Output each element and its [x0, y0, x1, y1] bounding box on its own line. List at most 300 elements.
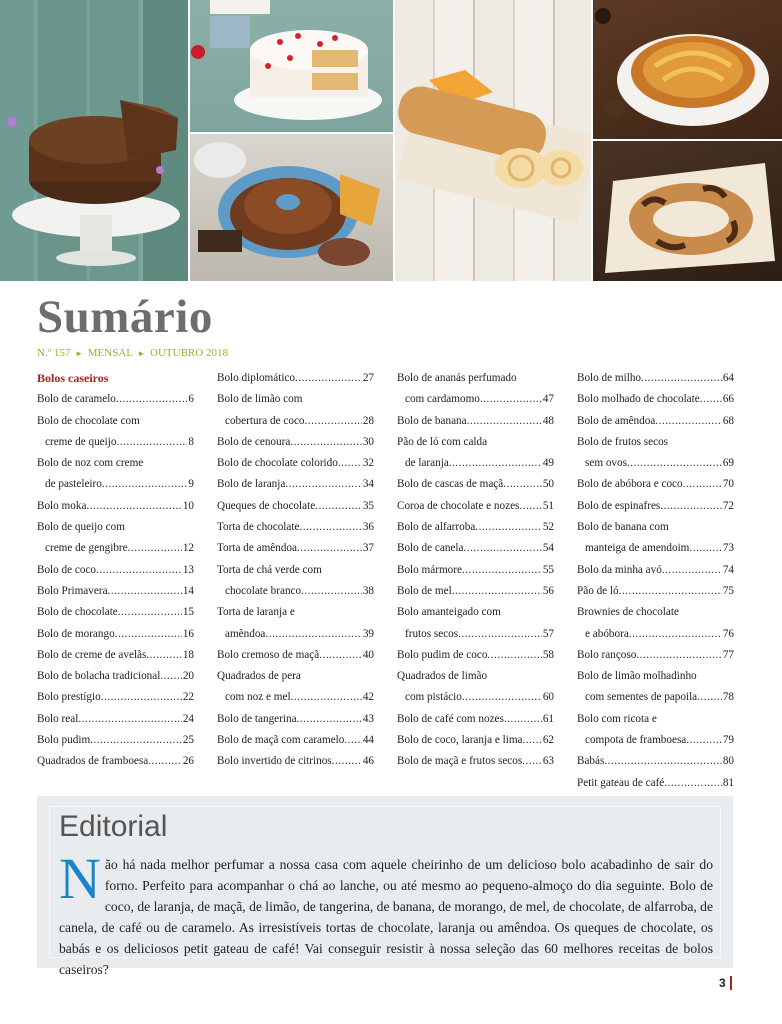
toc-entry-line [577, 432, 734, 453]
toc-entry[interactable] [397, 517, 554, 538]
toc-page-number: 35 [362, 499, 374, 512]
toc-page-number: 34 [362, 478, 374, 491]
toc-page-number: 57 [542, 627, 554, 640]
toc-entry-title: Bolo de maçã e frutos secos [397, 755, 523, 768]
toc-entry[interactable] [37, 560, 194, 581]
swiss-roll-photo [395, 0, 591, 281]
dot-leader [683, 474, 722, 495]
dot-leader [338, 453, 362, 474]
dot-leader [295, 368, 362, 389]
dot-leader [291, 687, 362, 708]
toc-entry-line [37, 560, 194, 581]
toc-entry-title: Bolo de queijo com [37, 521, 125, 534]
toc-entry-title: creme de gengibre [45, 542, 128, 555]
toc-page-number: 38 [362, 584, 374, 597]
dot-leader [629, 624, 722, 645]
toc-entry-line [397, 411, 554, 432]
toc-entry-title: Bolo de bolacha tradicional [37, 670, 161, 683]
toc-entry-line [397, 453, 554, 474]
toc-entry-line [37, 602, 194, 623]
toc-entry[interactable] [217, 645, 374, 666]
toc-entry-title: Bolo de cascas de maçã [397, 478, 504, 491]
toc-page-number: 50 [542, 478, 554, 491]
toc-page-number: 61 [542, 712, 554, 725]
toc-entry-line [577, 666, 734, 687]
toc-entry[interactable] [397, 560, 554, 581]
toc-entry-title: Bolo de ananás perfumado [397, 372, 517, 384]
toc-entry-title: de laranja [405, 457, 449, 470]
toc-entry-title: Bolo de mel [397, 584, 452, 597]
toc-entry-title: Bolo de abóbora e coco [577, 478, 683, 491]
toc-entry[interactable] [37, 645, 194, 666]
triangle-bullet-icon: ► [75, 349, 84, 358]
toc-entry[interactable] [37, 666, 194, 687]
toc-entry-title: sem ovos [585, 457, 627, 470]
toc-entry-title: Bolo de coco [37, 563, 97, 576]
toc-page-number: 26 [182, 755, 194, 768]
toc-entry[interactable] [217, 560, 374, 603]
dot-leader [305, 411, 362, 432]
toc-entry-line [577, 496, 734, 517]
toc-page-number: 18 [182, 648, 194, 661]
toc-entry-title: manteiga de amendoim [585, 542, 690, 555]
toc-entry[interactable] [37, 517, 194, 560]
toc-entry-title: Bolo de café com nozes [397, 712, 504, 725]
toc-entry[interactable] [577, 560, 734, 581]
toc-entry[interactable] [37, 496, 194, 517]
toc-page-number: 58 [542, 648, 554, 661]
toc-entry-line [37, 432, 194, 453]
toc-page-number: 48 [542, 414, 554, 427]
dot-leader [467, 411, 542, 432]
toc-page-number: 37 [362, 542, 374, 555]
toc-entry-title: cobertura de coco [225, 414, 305, 427]
toc-entry-title: Bolo de tangerina [217, 712, 297, 725]
toc-entry[interactable] [577, 709, 734, 752]
toc-entry-title: com pistácio [405, 691, 462, 704]
toc-entry[interactable] [397, 730, 554, 751]
toc-entry-line [397, 368, 554, 389]
toc-entry-line [217, 645, 374, 666]
toc-entry-title: Bolo de alfarroba [397, 521, 476, 534]
dot-leader [462, 560, 542, 581]
toc-entry[interactable] [577, 411, 734, 432]
dot-leader [265, 624, 361, 645]
dot-leader [462, 687, 542, 708]
toc-entry-line [577, 368, 734, 389]
editorial-body: ão há nada melhor perfumar a nossa casa com aquele cheirinho de um delicioso bolo acabadinho de sair do forno. Perfeito para acompanhar o chá ao lanche, ou até mesmo ao pequeno-almoço do dia seguinte. Bolo de coco, de laranja, de maçã, de limão, de tangerina, de banana, de morango, de mel, de chocolate, de alfarroba, de canela, de café ou de caramelo. As irresistíveis tortas de chocolate, laranja ou amêndoa. Os queques de chocolate, os babás e os deliciosos petit gateau de café! Vai conseguir resistir à nossa seleção das 60 melhores receitas de bolos caseiros? [59, 857, 713, 977]
toc-entry-title: e abóbora [585, 627, 629, 640]
toc-entry-line [577, 687, 734, 708]
toc-entry-title: Bolo molhado de chocolate [577, 393, 700, 406]
photo-collage [0, 0, 782, 281]
toc-page-number: 10 [182, 499, 194, 512]
toc-entry-title: Bolo moka [37, 499, 87, 512]
toc-entry-line [397, 687, 554, 708]
dot-leader [148, 751, 182, 772]
toc-page-number: 60 [542, 691, 554, 704]
toc-entry-line [397, 602, 554, 623]
toc-entry[interactable] [397, 709, 554, 730]
toc-entry-title: Bolo de banana com [577, 521, 669, 534]
toc-entry-line [577, 538, 734, 559]
toc-entry-line [397, 581, 554, 602]
toc-entry[interactable] [397, 368, 554, 411]
toc-entry-title: Torta de laranja e [217, 606, 295, 619]
issue-number: N.º 157 [37, 347, 71, 359]
dot-leader [315, 496, 362, 517]
toc-entry-line [397, 751, 554, 772]
toc-entry-title: Bolo de amêndoa [577, 414, 656, 427]
dot-leader [102, 474, 188, 495]
triangle-bullet-icon: ► [137, 349, 146, 358]
dot-leader [301, 581, 362, 602]
dot-leader [660, 496, 722, 517]
toc-page-number: 8 [188, 435, 194, 448]
toc-entry-line [217, 709, 374, 730]
toc-page-number: 25 [182, 734, 194, 747]
toc-entry-line [397, 730, 554, 751]
toc-entry-title: Bolo de limão molhadinho [577, 670, 697, 683]
toc-page-number: 68 [722, 414, 734, 427]
toc-entry-title: Bolo real [37, 712, 79, 725]
dot-leader [160, 666, 181, 687]
toc-entry-line [217, 560, 374, 581]
issue-frequency: MENSAL [87, 347, 133, 359]
toc-entry-title: Babás [577, 755, 605, 768]
toc-entry[interactable] [37, 624, 194, 645]
dot-leader [487, 645, 541, 666]
toc-entry[interactable] [37, 411, 194, 454]
toc-entry-line [577, 517, 734, 538]
toc-entry-line [577, 709, 734, 730]
toc-entry[interactable] [577, 368, 734, 389]
toc-entry-title: Bolo pudim de coco [397, 648, 488, 661]
toc-section-heading: Bolos caseiros [37, 371, 109, 385]
toc-entry-title: Bolo prestígio [37, 691, 101, 704]
toc-page-number: 24 [182, 712, 194, 725]
toc-entry-line [577, 560, 734, 581]
toc-entry-line [37, 496, 194, 517]
chocolate-cake-photo [0, 0, 188, 281]
dot-leader [319, 645, 362, 666]
toc-entry-line [37, 538, 194, 559]
toc-entry[interactable] [397, 751, 554, 772]
dot-leader [503, 474, 542, 495]
dot-leader [636, 645, 721, 666]
toc-entry-title: frutos secos [405, 627, 459, 640]
dot-leader [108, 581, 182, 602]
toc-page-number: 77 [722, 648, 734, 661]
toc-page-number: 39 [362, 627, 374, 640]
toc-entry[interactable] [217, 666, 374, 709]
toc-page-number: 42 [362, 691, 374, 704]
toc-entry-line [217, 368, 374, 389]
toc-page-number: 56 [542, 584, 554, 597]
toc-entry[interactable] [37, 751, 194, 772]
toc-page-number: 22 [182, 691, 194, 704]
editorial-text [59, 846, 713, 980]
upside-down-apple-cake-photo [593, 0, 782, 139]
toc-entry-title: Brownies de chocolate [577, 606, 679, 619]
toc-entry[interactable] [37, 730, 194, 751]
toc-page-number: 46 [362, 755, 374, 768]
toc-entry-line [397, 389, 554, 410]
toc-entry-line [577, 624, 734, 645]
toc-entry-title: Bolo de chocolate colorido [217, 457, 338, 470]
toc-page-number: 28 [362, 414, 374, 427]
toc-entry-title: Torta de amêndoa [217, 542, 297, 555]
toc-entry[interactable] [577, 581, 734, 602]
toc-entry-line [397, 709, 554, 730]
dot-leader [700, 389, 722, 410]
toc-page-number: 70 [722, 478, 734, 491]
toc-entry[interactable] [577, 432, 734, 475]
dot-leader [297, 709, 362, 730]
toc-entry-title: Bolo de milho [577, 372, 642, 384]
toc-entry-title: compota de framboesa [585, 734, 687, 747]
toc-page-number: 51 [542, 499, 554, 512]
toc-entry-line [37, 645, 194, 666]
dot-leader [480, 389, 542, 410]
toc-entry-line [217, 581, 374, 602]
toc-entry[interactable] [397, 602, 554, 645]
toc-entry-title: Bolo da minha avó [577, 563, 662, 576]
dot-leader [655, 411, 722, 432]
toc-entry[interactable] [577, 773, 734, 794]
toc-entry-title: Bolo de caramelo [37, 393, 116, 406]
toc-entry[interactable] [577, 474, 734, 495]
toc-entry-line [217, 687, 374, 708]
toc-entry-line [577, 773, 734, 794]
toc-page-number: 36 [362, 521, 374, 534]
toc-entry-line [217, 730, 374, 751]
toc-entry-line [37, 666, 194, 687]
dot-leader [118, 602, 182, 623]
toc-page-number: 79 [722, 734, 734, 747]
dot-leader [689, 538, 721, 559]
toc-entry-title: Torta de chá verde com [217, 563, 322, 576]
dot-leader [299, 517, 361, 538]
toc-entry[interactable] [397, 432, 554, 475]
toc-page-number: 75 [722, 584, 734, 597]
toc-entry-line [217, 411, 374, 432]
toc-page-number: 44 [362, 734, 374, 747]
toc-entry-line [577, 453, 734, 474]
toc-page-number: 64 [722, 372, 734, 384]
toc-entry-title: Bolo mármore [397, 563, 462, 576]
toc-entry-title: Coroa de chocolate e nozes [397, 499, 520, 512]
toc-entry-title: Bolo Primavera [37, 584, 108, 597]
toc-entry-title: Pão de ló com calda [397, 435, 488, 448]
toc-entry-line [37, 411, 194, 432]
toc-entry-title: Quadrados de framboesa [37, 755, 149, 768]
toc-entry-line [397, 517, 554, 538]
dot-leader [115, 624, 182, 645]
toc-entry[interactable] [577, 389, 734, 410]
toc-entry[interactable] [397, 474, 554, 495]
dot-leader [78, 709, 181, 730]
toc-entry-title: Bolo rançoso [577, 648, 637, 661]
toc-entry[interactable] [217, 602, 374, 645]
toc-entry-line [37, 517, 194, 538]
toc-entry[interactable] [217, 368, 374, 389]
toc-entry-line [577, 602, 734, 623]
toc-entry[interactable] [217, 496, 374, 517]
toc-entry-line [577, 645, 734, 666]
toc-entry[interactable] [217, 453, 374, 474]
toc-entry[interactable] [217, 709, 374, 730]
dot-leader [522, 751, 542, 772]
toc-entry-title: Bolo pudim [37, 734, 91, 747]
toc-entry-title: Bolo de noz com creme [37, 457, 144, 470]
toc-entry[interactable] [217, 389, 374, 432]
toc-entry[interactable] [397, 496, 554, 517]
toc-entry-line [217, 666, 374, 687]
toc-entry[interactable] [577, 517, 734, 560]
toc-entry[interactable] [217, 538, 374, 559]
dot-leader [641, 368, 722, 389]
toc-entry[interactable] [217, 474, 374, 495]
toc-column-2 [217, 368, 374, 773]
dot-leader [116, 432, 187, 453]
toc-entry-line [217, 624, 374, 645]
dot-leader [344, 730, 361, 751]
toc-entry-title: com noz e mel [225, 691, 291, 704]
toc-entry[interactable] [577, 602, 734, 645]
toc-entry-line [37, 751, 194, 772]
dot-leader [504, 709, 542, 730]
toc-entry-title: Torta de chocolate [217, 521, 300, 534]
toc-entry[interactable] [37, 709, 194, 730]
dot-leader [463, 538, 541, 559]
dot-leader [523, 730, 542, 751]
toc-entry-line [37, 730, 194, 751]
toc-page-number: 66 [722, 393, 734, 406]
toc-entry-title: Bolo invertido de citrinos [217, 755, 332, 768]
toc-entry[interactable] [37, 581, 194, 602]
toc-column-3 [397, 368, 554, 773]
toc-entry[interactable] [217, 730, 374, 751]
issue-info [37, 347, 228, 359]
toc-entry-line [217, 389, 374, 410]
toc-page-number: 52 [542, 521, 554, 534]
dot-leader [697, 687, 722, 708]
toc-entry-line [37, 687, 194, 708]
dot-leader [146, 645, 181, 666]
toc-page-number: 14 [182, 584, 194, 597]
toc-entry-line [37, 709, 194, 730]
toc-entry-title: Bolo de maçã com caramelo [217, 734, 345, 747]
toc-page-number: 63 [542, 755, 554, 768]
dot-leader [619, 581, 722, 602]
toc-entry[interactable] [577, 645, 734, 666]
toc-entry-line [397, 538, 554, 559]
dot-leader [604, 751, 721, 772]
toc-entry-title: Quadrados de limão [397, 670, 488, 683]
dot-leader [627, 453, 722, 474]
toc-entry[interactable] [37, 602, 194, 623]
toc-page-number: 81 [722, 776, 734, 789]
toc-entry-line [397, 666, 554, 687]
dot-leader [285, 474, 361, 495]
toc-entry-title: Bolo de morango [37, 627, 115, 640]
toc-entry-title: Bolo cremoso de maçã [217, 648, 320, 661]
toc-entry-line [37, 389, 194, 410]
toc-entry-line [37, 624, 194, 645]
toc-entry[interactable] [577, 496, 734, 517]
toc-entry-title: de pasteleiro [45, 478, 102, 491]
dot-leader [128, 538, 182, 559]
toc-entry-title: Bolo de coco, laranja e lima [397, 734, 523, 747]
toc-entry[interactable] [37, 453, 194, 496]
toc-entry-title: Bolo de chocolate com [37, 414, 140, 427]
toc-entry-line [397, 474, 554, 495]
toc-page-number: 73 [722, 542, 734, 555]
toc-column-4 [577, 368, 734, 794]
toc-entry[interactable] [397, 581, 554, 602]
toc-page-number: 40 [362, 648, 374, 661]
toc-entry[interactable] [577, 751, 734, 772]
toc-entry-title: Bolo de canela [397, 542, 464, 555]
toc-entry-line [577, 389, 734, 410]
toc-entry-line [397, 496, 554, 517]
toc-page-number: 69 [722, 457, 734, 470]
toc-entry-title: Pão de ló [577, 584, 619, 597]
dot-leader [519, 496, 541, 517]
toc-entry-line [217, 538, 374, 559]
toc-entry-line [37, 453, 194, 474]
strawberry-cream-cake-photo [190, 0, 393, 132]
toc-entry-line [217, 474, 374, 495]
toc-entry[interactable] [37, 687, 194, 708]
toc-entry[interactable] [217, 751, 374, 772]
toc-entry-line [217, 453, 374, 474]
toc-entry-title: Bolo amanteigado com [397, 606, 501, 619]
toc-entry-title: Bolo de espinafres [577, 499, 661, 512]
toc-entry[interactable] [577, 666, 734, 709]
toc-page-number: 20 [182, 670, 194, 683]
toc-entry-title: Petit gateau de café [577, 776, 665, 789]
toc-entry[interactable] [37, 389, 194, 410]
toc-entry-title: Quadrados de pera [217, 670, 301, 683]
toc-entry-title: Bolo de laranja [217, 478, 286, 491]
toc-entry-title: Bolo de frutos secos [577, 435, 669, 448]
toc-page-number: 78 [722, 691, 734, 704]
dot-leader [332, 751, 362, 772]
toc-entry-title: Bolo de chocolate [37, 606, 118, 619]
toc-entry[interactable] [217, 432, 374, 453]
toc-entry[interactable] [397, 666, 554, 709]
toc-page-number: 12 [182, 542, 194, 555]
toc-entry[interactable] [397, 411, 554, 432]
toc-entry-title: Queques de chocolate [217, 499, 316, 512]
toc-entry[interactable] [397, 538, 554, 559]
toc-column-1 [37, 368, 194, 773]
toc-entry-title: amêndoa [225, 627, 266, 640]
toc-entry[interactable] [217, 517, 374, 538]
editorial-box [37, 796, 733, 977]
toc-page-number: 76 [722, 627, 734, 640]
page-title: Sumário [37, 291, 213, 343]
dot-leader [452, 581, 542, 602]
toc-entry[interactable] [397, 645, 554, 666]
toc-entry-title: creme de queijo [45, 435, 117, 448]
dot-leader [458, 624, 542, 645]
dot-leader [290, 432, 361, 453]
toc-entry-line [577, 730, 734, 751]
toc-page-number: 55 [542, 563, 554, 576]
